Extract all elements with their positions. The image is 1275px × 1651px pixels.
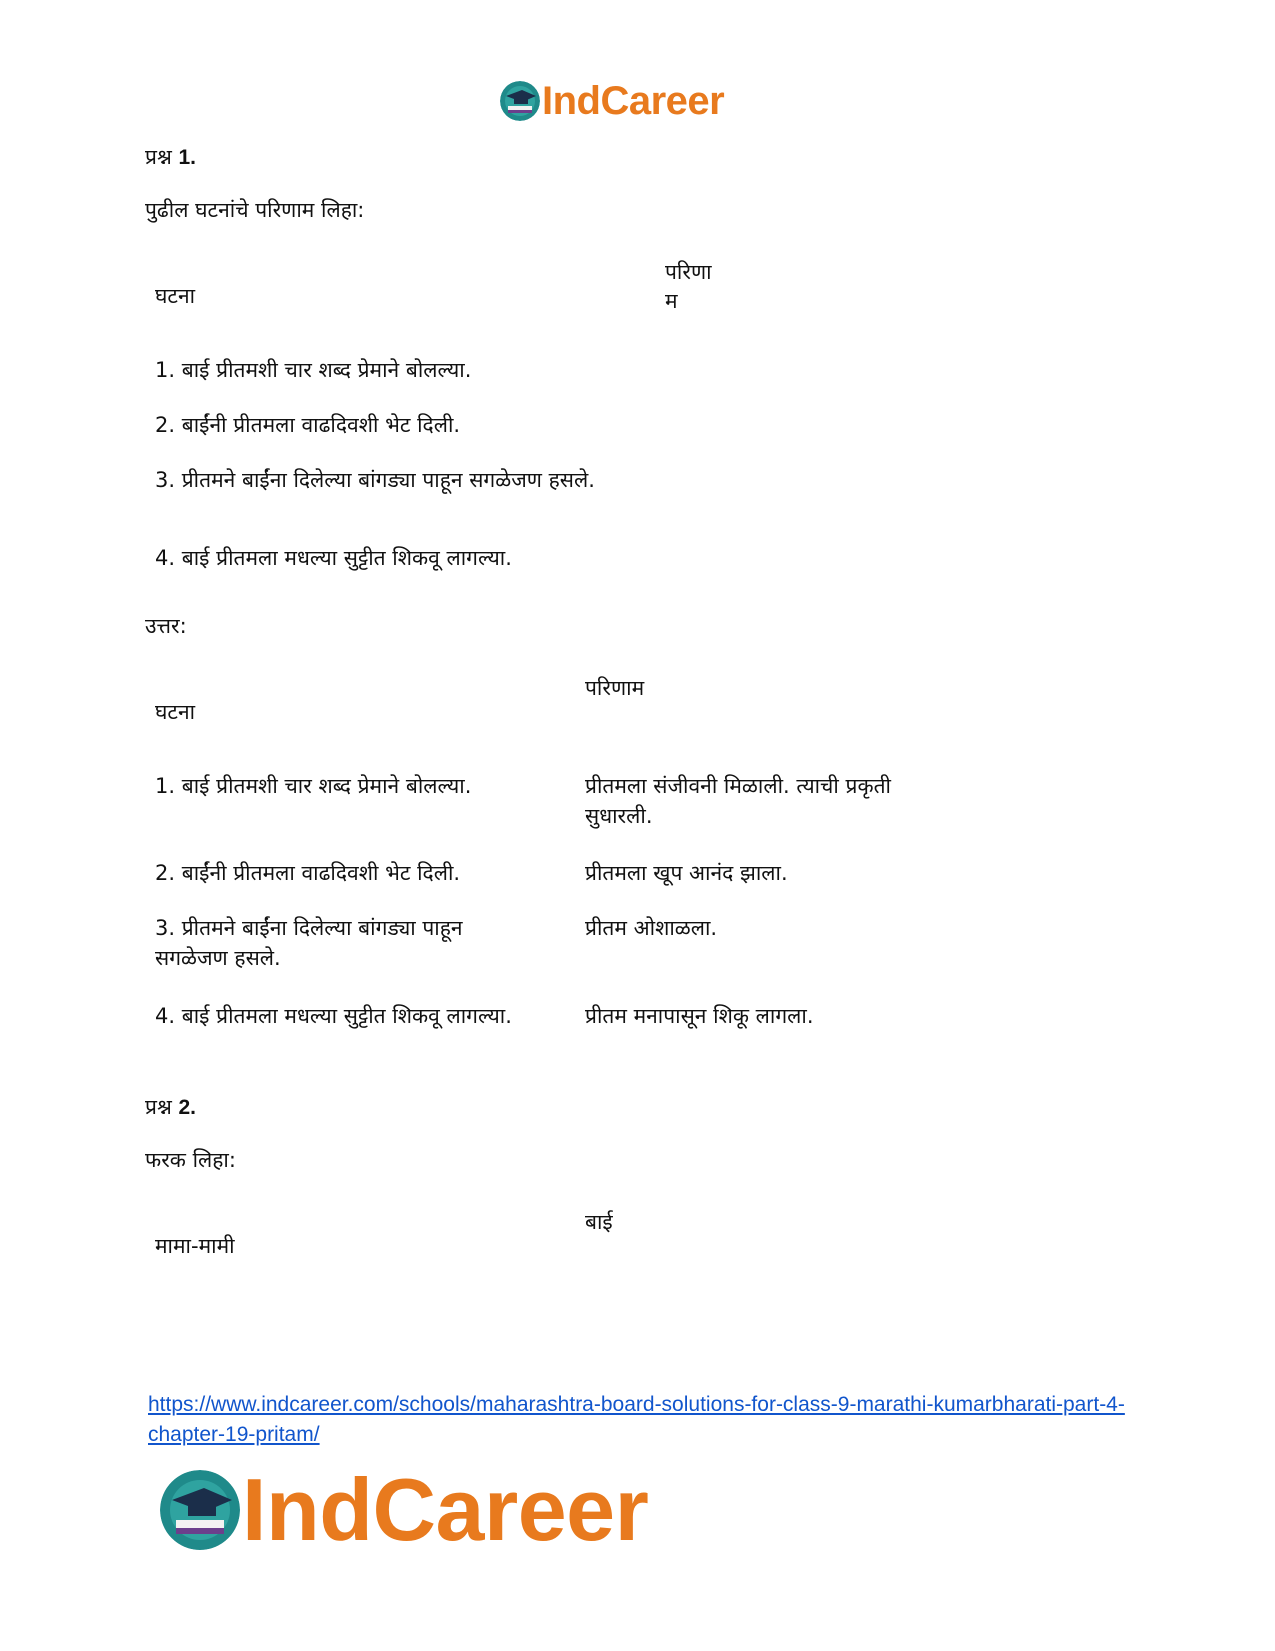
q1-instruction: पुढील घटनांचे परिणाम लिहा: bbox=[145, 198, 365, 222]
q1-table-row: 4. बाई प्रीतमला मधल्या सुट्टीत शिकवू लागल्या. bbox=[155, 546, 512, 570]
answer-event: 4. बाई प्रीतमला मधल्या सुट्टीत शिकवू लागल्या. bbox=[155, 1004, 512, 1028]
q1-table-col2-header-line1: परिणा bbox=[665, 260, 712, 284]
q2-prefix: प्रश्न bbox=[145, 1095, 172, 1119]
answer-result: प्रीतमला खूप आनंद झाला. bbox=[585, 861, 788, 885]
q1-number: 1. bbox=[178, 146, 196, 169]
q2-instruction: फरक लिहा: bbox=[145, 1148, 236, 1172]
answer-event: 2. बाईंनी प्रीतमला वाढदिवशी भेट दिली. bbox=[155, 861, 461, 885]
bottom-logo bbox=[160, 1462, 648, 1558]
q1-heading bbox=[145, 142, 196, 173]
answer-result: प्रीतम ओशाळला. bbox=[585, 916, 718, 940]
q2-heading bbox=[145, 1092, 196, 1123]
answer-label: उत्तर: bbox=[145, 614, 187, 638]
q1-table-col2-header-line2: म bbox=[665, 289, 678, 313]
answer-result: प्रीतमला संजीवनी मिळाली. त्याची प्रकृती सुधारली. bbox=[585, 774, 891, 828]
logo-text: IndCareer bbox=[242, 1460, 649, 1559]
q1-prefix: प्रश्न bbox=[145, 145, 172, 169]
answer-table-col1-header: घटना bbox=[155, 700, 196, 724]
q1-table-row: 2. बाईंनी प्रीतमला वाढदिवशी भेट दिली. bbox=[155, 413, 461, 437]
answer-event: 3. प्रीतमने बाईंना दिलेल्या बांगड्या पाहून सगळेजण हसले. bbox=[155, 916, 463, 970]
q1-table-row: 3. प्रीतमने बाईंना दिलेल्या बांगड्या पाहून सगळेजण हसले. bbox=[155, 468, 595, 492]
logo-text: IndCareer bbox=[542, 79, 725, 123]
answer-table-col2-header: परिणाम bbox=[585, 676, 645, 700]
answer-event: 1. बाई प्रीतमशी चार शब्द प्रेमाने बोलल्या. bbox=[155, 774, 472, 798]
q2-table-col1-header: मामा-मामी bbox=[155, 1234, 235, 1258]
q1-table-col1-header: घटना bbox=[155, 284, 196, 308]
footer-link[interactable]: https://www.indcareer.com/schools/maharashtra-board-solutions-for-class-9-marathi-kumarbharati-part-4-chapter-19-pritam/ bbox=[148, 1393, 1125, 1446]
answer-result: प्रीतम मनापासून शिकू लागला. bbox=[585, 1004, 814, 1028]
graduation-cap-book-icon bbox=[500, 81, 540, 121]
q1-table-row: 1. बाई प्रीतमशी चार शब्द प्रेमाने बोलल्या. bbox=[155, 358, 472, 382]
graduation-cap-book-icon bbox=[160, 1470, 240, 1550]
top-logo bbox=[500, 78, 724, 124]
q2-table-col2-header: बाई bbox=[585, 1210, 613, 1234]
q2-number: 2. bbox=[178, 1096, 196, 1119]
